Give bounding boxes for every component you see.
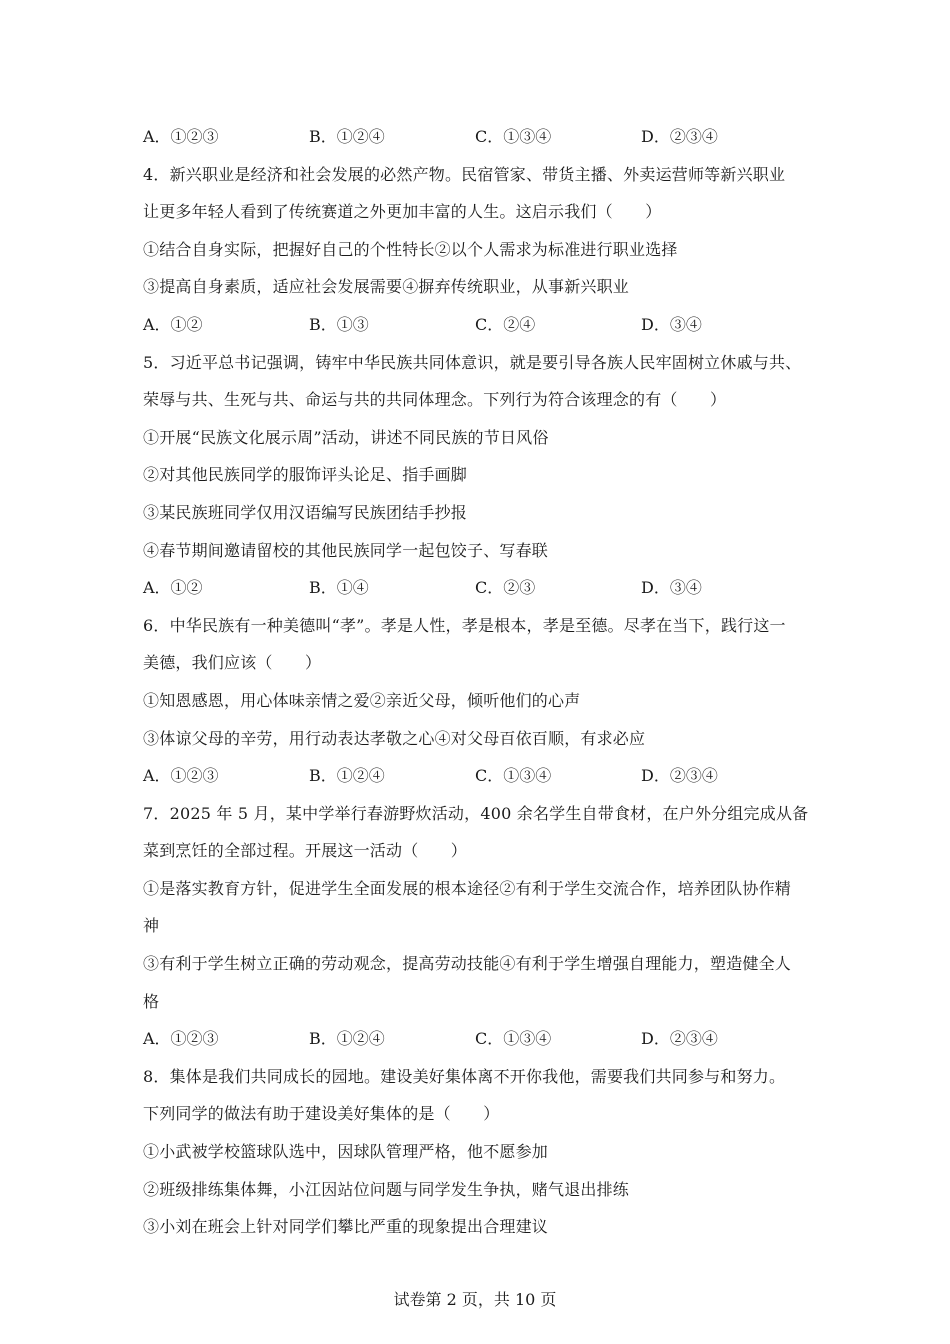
q5-statement: ③某民族班同学仅用汉语编写民族团结手抄报 <box>143 502 468 522</box>
page-footer: 试卷第 2 页，共 10 页 <box>393 1290 557 1309</box>
q5-statement: ④春节期间邀请留校的其他民族同学一起包饺子、写春联 <box>143 540 549 560</box>
q6-option-d: D．②③④ <box>641 766 718 786</box>
q6-option-a: A．①②③ <box>143 766 219 786</box>
q5-option-b: B．①④ <box>309 578 369 598</box>
question-7 <box>143 795 813 1058</box>
question-6 <box>143 607 813 795</box>
q7-option-c: C．①③④ <box>475 1029 552 1049</box>
q6-options <box>143 757 813 795</box>
q6-option-c: C．①③④ <box>475 766 552 786</box>
q7-option-d: D．②③④ <box>641 1029 718 1049</box>
q6-statement: ①知恩感恩，用心体味亲情之爱②亲近父母，倾听他们的心声 <box>143 690 581 710</box>
question-4 <box>143 156 813 344</box>
q6-stem-line: 美德，我们应该（ ） <box>143 653 322 673</box>
q7-statement: 格 <box>143 991 160 1011</box>
q8-statement: ②班级排练集体舞，小江因站位问题与同学发生争执，赌气退出排练 <box>143 1179 630 1199</box>
question-5 <box>143 344 813 607</box>
q4-option-b: B．①③ <box>309 314 369 334</box>
q6-statement: ③体谅父母的辛劳，用行动表达孝敬之心④对父母百依百顺，有求必应 <box>143 728 646 748</box>
q8-statement: ①小武被学校篮球队选中，因球队管理严格，他不愿参加 <box>143 1142 549 1162</box>
q4-options <box>143 306 813 344</box>
q3-option-a: A．①②③ <box>143 127 219 146</box>
q4-option-d: D．③④ <box>641 314 702 334</box>
q5-option-a: A．①② <box>143 578 203 598</box>
q4-option-a: A．①② <box>143 314 203 334</box>
q8-stem-line: 8．集体是我们共同成长的园地。建设美好集体离不开你我他，需要我们共同参与和努力。 <box>143 1066 786 1086</box>
q7-options <box>143 1020 813 1058</box>
q3-option-d: D．②③④ <box>641 127 718 146</box>
q4-stem-line: 让更多年轻人看到了传统赛道之外更加丰富的人生。这启示我们（ ） <box>143 202 662 222</box>
q5-option-c: C．②③ <box>475 578 536 598</box>
q7-option-a: A．①②③ <box>143 1029 219 1049</box>
q3-option-c: C．①③④ <box>475 127 552 146</box>
q3-option-b: B．①②④ <box>309 127 385 146</box>
q4-statement: ③提高自身素质，适应社会发展需要④摒弃传统职业，从事新兴职业 <box>143 277 630 297</box>
q8-statement: ③小刘在班会上针对同学们攀比严重的现象提出合理建议 <box>143 1217 549 1237</box>
q7-stem-line: 7．2025 年 5 月，某中学举行春游野炊活动，400 余名学生自带食材，在户外分组完成从备 <box>143 803 809 823</box>
q8-stem-line: 下列同学的做法有助于建设美好集体的是（ ） <box>143 1104 500 1124</box>
q7-statement: 神 <box>143 916 160 936</box>
q7-statement: ③有利于学生树立正确的劳动观念，提高劳动技能④有利于学生增强自理能力，塑造健全人 <box>143 954 792 974</box>
q5-statement: ①开展“民族文化展示周”活动，讲述不同民族的节日风俗 <box>143 427 549 447</box>
q7-statement: ①是落实教育方针，促进学生全面发展的根本途径②有利于学生交流合作，培养团队协作精 <box>143 878 792 898</box>
q5-statement: ②对其他民族同学的服饰评头论足、指手画脚 <box>143 465 468 485</box>
q5-stem-line: 荣辱与共、生死与共、命运与共的共同体理念。下列行为符合该理念的有（ ） <box>143 390 727 410</box>
q5-stem-line: 5．习近平总书记强调，铸牢中华民族共同体意识，就是要引导各族人民牢固树立休戚与共、 <box>143 352 802 372</box>
q6-option-b: B．①②④ <box>309 766 385 786</box>
q7-stem-line: 菜到烹饪的全部过程。开展这一活动（ ） <box>143 841 468 861</box>
q7-option-b: B．①②④ <box>309 1029 385 1049</box>
q4-statement: ①结合自身实际，把握好自己的个性特长②以个人需求为标准进行职业选择 <box>143 239 678 259</box>
q4-option-c: C．②④ <box>475 314 536 334</box>
questions-content <box>143 118 813 1246</box>
q4-stem-line: 4．新兴职业是经济和社会发展的必然产物。民宿管家、带货主播、外卖运营师等新兴职业 <box>143 164 786 184</box>
q6-stem-line: 6．中华民族有一种美德叫“孝”。孝是人性，孝是根本，孝是至德。尽孝在当下，践行这一 <box>143 615 786 635</box>
question-8 <box>143 1058 813 1246</box>
q5-options <box>143 569 813 607</box>
q5-option-d: D．③④ <box>641 578 702 598</box>
q3-options <box>143 118 813 156</box>
